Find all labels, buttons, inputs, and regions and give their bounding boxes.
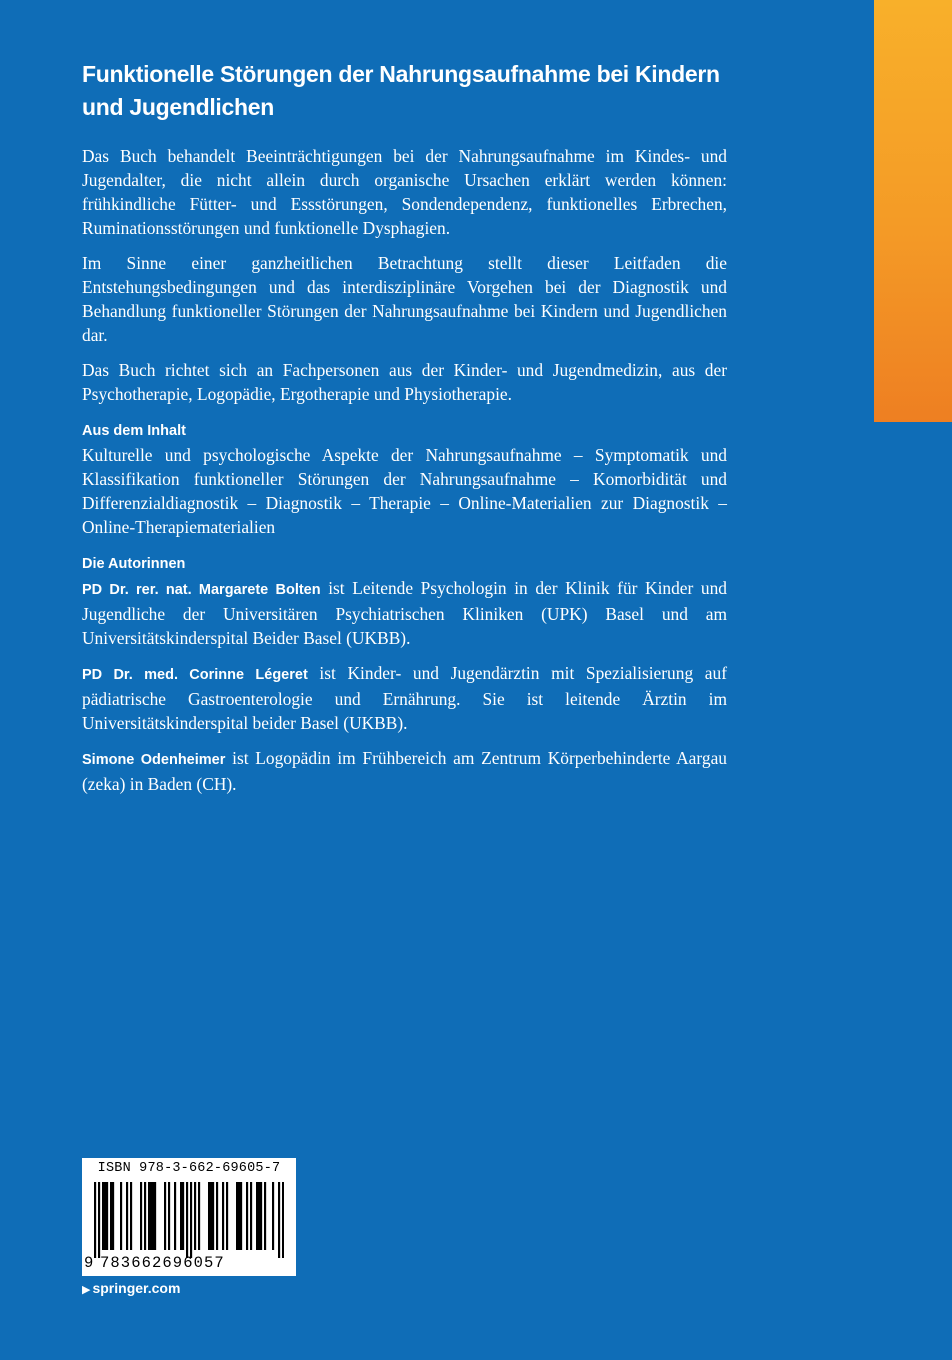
description-paragraph-2: Im Sinne einer ganzheitlichen Betrachtung stellt dieser Leitfaden die Entstehungsbedingungen und das interdisziplinäre Vorgehen bei der Diagnostik und Behandlung funktioneller Störungen der Nahrungsaufnahme bei Kindern und Jugendlichen dar. [82,253,727,345]
barcode-bar [198,1182,200,1250]
barcode-bar [94,1182,96,1258]
barcode-bar [272,1182,274,1250]
author-description-legeret: ist Kinder- und Jugendärztin mit Spezialisierung auf pädiatrische Gastroenterologie und Ernährung. Sie ist leitende Ärztin im Universitätskinderspital beider Basel (UKBB). [82,663,727,733]
contents-text: Kulturelle und psychologische Aspekte der Nahrungsaufnahme – Symptomatik und Klassifikation funktioneller Störungen der Nahrungsaufnahme – Komorbidität und Differenzialdiagnostik – Diagnostik – Therapie – Online-Materialien zur Diagnostik – Online-Therapiematerialien [82,445,727,537]
barcode-bar [212,1182,214,1250]
author-name-bolten: PD Dr. rer. nat. Margarete Bolten [82,582,321,598]
barcode-bar [106,1182,108,1250]
isbn-label: ISBN 978-3-662-69605-7 [97,1161,281,1176]
barcode-bar [246,1182,248,1250]
triangle-arrow-icon: ▶ [82,1284,91,1296]
barcode-bar [144,1182,146,1250]
barcode-bar [222,1182,224,1250]
back-cover-text [82,58,727,807]
barcode-bar [282,1182,284,1258]
barcode-bar [216,1182,218,1250]
barcode-remaining-digits: 783662696057 [100,1254,225,1272]
barcode-bar [210,1182,212,1250]
publisher-link[interactable] [82,1280,180,1296]
barcode-bar [250,1182,252,1250]
description-paragraph-1: Das Buch behandelt Beeinträchtigungen bei der Nahrungsaufnahme im Kindes- und Jugendalter, die nicht allein durch organische Ursachen erklärt werden können: frühkindliche Fütter- und Essstörungen, Sondendependenz, funktionelles Erbrechen, Ruminationsstörungen und funktionelle Dysphagien. [82,146,727,238]
barcode-bar [182,1182,184,1250]
author-bio-odenheimer [82,746,727,796]
author-bio-legeret [82,661,727,735]
author-name-odenheimer: Simone Odenheimer [82,752,226,768]
description-paragraph-3: Das Buch richtet sich an Fachpersonen aus der Kinder- und Jugendmedizin, aus der Psychotherapie, Logopädie, Ergotherapie und Physiotherapie. [82,360,727,404]
barcode-bar [194,1182,196,1250]
barcode-bar [226,1182,228,1250]
barcode-bar [126,1182,128,1250]
barcode-first-digit: 9 [84,1254,95,1272]
barcode-bar [238,1182,240,1250]
barcode-bar [148,1182,150,1250]
barcode-bar [180,1182,182,1250]
barcode-bar [278,1182,280,1258]
author-name-legeret: PD Dr. med. Corinne Légeret [82,667,308,683]
barcode-bar [164,1182,166,1250]
barcode-bar [98,1182,100,1258]
barcode-bar [208,1182,210,1250]
accent-bar [874,0,952,422]
barcode-bar [168,1182,170,1250]
barcode-bar [154,1182,156,1250]
barcode-bar [258,1182,260,1250]
barcode-bar [140,1182,142,1250]
barcode-bar [150,1182,152,1250]
barcode-bar [102,1182,104,1250]
barcode-bar [240,1182,242,1250]
barcode-bar [120,1182,122,1250]
barcode-bar [190,1182,192,1258]
author-description-bolten: ist Leitende Psychologin in der Klinik für Kinder und Jugendliche der Universitären Psychiatrischen Kliniken (UPK) Basel und am Universitätskinderspital Beider Basel (UKBB). [82,578,727,648]
barcode-bar [174,1182,176,1250]
barcode-bar [110,1182,112,1250]
barcode-bar [104,1182,106,1250]
book-title: Funktionelle Störungen der Nahrungsaufnahme bei Kindern und Jugendlichen [82,61,720,120]
barcode-bar [236,1182,238,1250]
author-description-odenheimer: ist Logopädin im Frühbereich am Zentrum Körperbehinderte Aargau (zeka) in Baden (CH). [82,748,727,794]
barcode-bar [264,1182,266,1250]
isbn-barcode [82,1158,296,1276]
barcode-bar [256,1182,258,1250]
publisher-url: springer.com [92,1280,181,1296]
contents-heading: Aus dem Inhalt [82,423,186,439]
barcode-bar [260,1182,262,1250]
barcode-bar [186,1182,188,1258]
barcode-bars [94,1182,284,1258]
authors-heading: Die Autorinnen [82,556,186,572]
barcode-bar [112,1182,114,1250]
barcode-bar [130,1182,132,1250]
author-bio-bolten [82,576,727,650]
barcode-bar [152,1182,154,1250]
